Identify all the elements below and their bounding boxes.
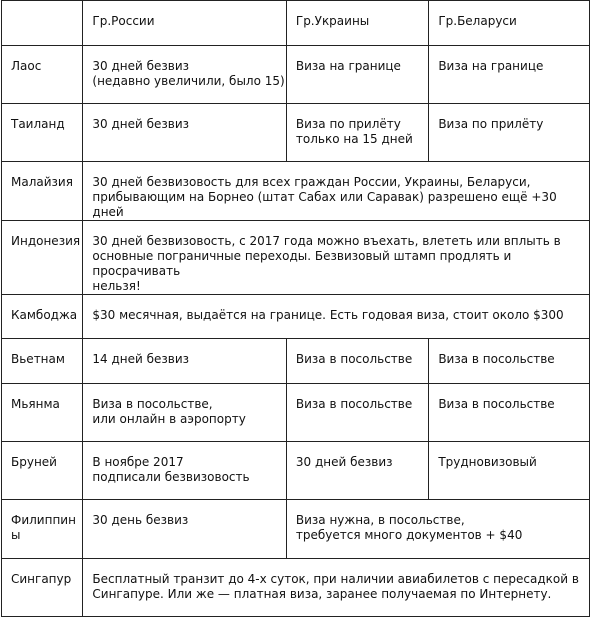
russia-cell: 30 день безвиз xyxy=(83,500,286,559)
russia-cell: 30 дней безвиз (недавно увеличили, было 15) xyxy=(83,46,286,104)
all-citizens-cell: 30 дней безвизовость, с 2017 года можно въехать, влететь или вплыть в основные пограничные переходы. Безвизовый штамп продлять и просрачивать нельзя! xyxy=(83,221,590,295)
header-russia-cell: Гр.России xyxy=(83,1,286,46)
belarus-cell: Виза в посольстве xyxy=(429,384,590,442)
belarus-cell: Виза в посольстве xyxy=(429,339,590,384)
belarus-cell: Трудновизовый xyxy=(429,442,590,500)
country-cell: Лаос xyxy=(2,46,83,104)
table-row-laos xyxy=(2,46,590,104)
ukraine-cell: 30 дней безвиз xyxy=(286,442,428,500)
ukraine-cell: Виза на границе xyxy=(286,46,428,104)
ukraine-cell: Виза в посольстве xyxy=(286,384,428,442)
country-cell: Малайзия xyxy=(2,162,83,221)
all-citizens-cell: $30 месячная, выдаётся на границе. Есть годовая виза, стоит около $300 xyxy=(83,295,590,339)
all-citizens-cell: Бесплатный транзит до 4-х суток, при наличии авиабилетов с пересадкой в Сингапуре. Или же — платная виза, заранее получаемая по Интернету. xyxy=(83,559,590,617)
russia-cell: 30 дней безвиз xyxy=(83,104,286,162)
russia-cell: 14 дней безвиз xyxy=(83,339,286,384)
table-row-singapore xyxy=(2,559,590,617)
all-citizens-cell: 30 дней безвизовость для всех граждан России, Украины, Беларуси, прибывающим на Борнео (штат Сабах или Саравак) разрешено ещё +30 дней xyxy=(83,162,590,221)
ukraine-cell: Виза в посольстве xyxy=(286,339,428,384)
country-cell: Индонезия xyxy=(2,221,83,295)
header-ukraine-cell: Гр.Украины xyxy=(286,1,428,46)
header-row xyxy=(2,1,590,46)
country-cell: Вьетнам xyxy=(2,339,83,384)
country-cell: Таиланд xyxy=(2,104,83,162)
country-cell: Филиппин ы xyxy=(2,500,83,559)
visa-table xyxy=(1,0,590,617)
country-cell: Бруней xyxy=(2,442,83,500)
table-row-cambodia xyxy=(2,295,590,339)
ukraine-cell: Виза по прилёту только на 15 дней xyxy=(286,104,428,162)
table-row-brunei xyxy=(2,442,590,500)
header-belarus-cell: Гр.Беларуси xyxy=(429,1,590,46)
table-row-thailand xyxy=(2,104,590,162)
belarus-cell: Виза по прилёту xyxy=(429,104,590,162)
belarus-cell: Виза на границе xyxy=(429,46,590,104)
ukraine-belarus-cell: Виза нужна, в посольстве, требуется много документов + $40 xyxy=(286,500,589,559)
table-row-indonesia xyxy=(2,221,590,295)
country-cell: Сингапур xyxy=(2,559,83,617)
country-cell: Мьянма xyxy=(2,384,83,442)
table-row-myanmar xyxy=(2,384,590,442)
russia-cell: Виза в посольстве, или онлайн в аэропорту xyxy=(83,384,286,442)
table-row-philippines xyxy=(2,500,590,559)
country-cell: Камбоджа xyxy=(2,295,83,339)
table-row-malaysia xyxy=(2,162,590,221)
russia-cell: В ноябре 2017 подписали безвизовость xyxy=(83,442,286,500)
header-country-cell xyxy=(2,1,83,46)
table-row-vietnam xyxy=(2,339,590,384)
